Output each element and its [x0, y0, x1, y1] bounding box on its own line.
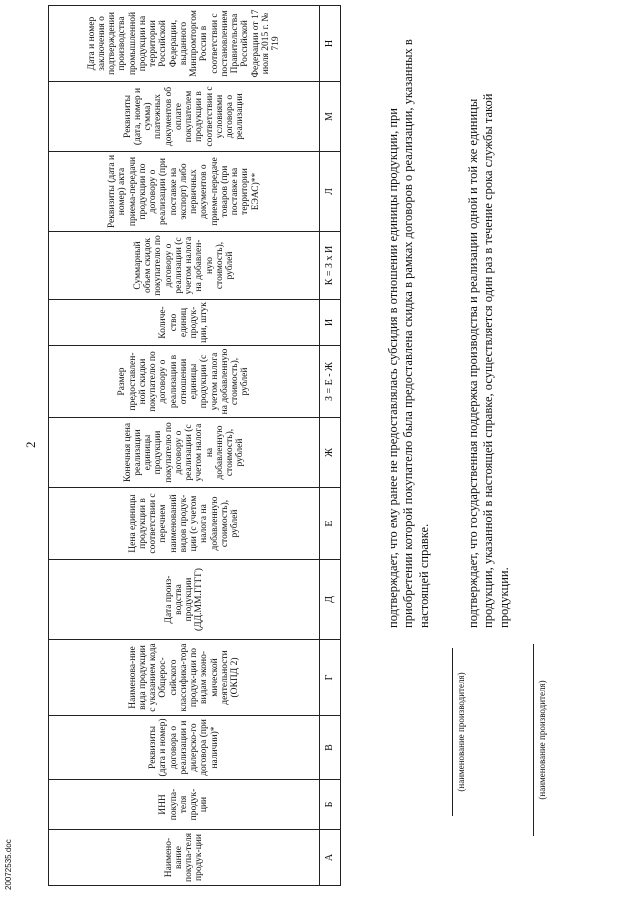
table-header-cell: ИНН покупа-теля продук-ции: [49, 780, 320, 830]
table-header-cell: Наименова-ние вида продукции с указанием кода Общерос-сийского классифика-тора продук-ции по видам эконо-мической деятельности (ОКПД 2): [49, 640, 320, 716]
producer-signature-line-1: [452, 648, 466, 816]
column-letter: А: [320, 830, 341, 886]
footer-filename: 20072535.doc: [4, 839, 13, 890]
subsidy-table: [48, 5, 341, 886]
column-letter: З = Е - Ж: [320, 346, 341, 418]
column-letter: К = З х И: [320, 232, 341, 300]
column-letter: Г: [320, 640, 341, 716]
table-column-letters-row: [320, 6, 341, 886]
table-header-cell: Суммарный объем скидок покупателю по договору о реализации (с учетом налога на добавлен-ную стоимость), рублей: [49, 232, 320, 300]
table-header-cell: Конечная цена реализации единицы продукции покупателю по договору о реализации (с учетом налога на добавленную стоимость), рублей: [49, 418, 320, 488]
table-header-row: [49, 6, 320, 886]
table-header-cell: Реквизиты (дата и номер) акта приема-передачи продукции по договору о реализации (при поставке на экспорт) либо первичных документов о приеме-передаче товаров (при поставке на территории ЕЭАС)**: [49, 152, 320, 232]
column-letter: Е: [320, 488, 341, 560]
producer-signature-line-2: [533, 644, 547, 836]
statement-single-support: подтверждает, что государственная поддержка производства и реализации одной и той же единицы продукции, указанной в настоящей справке, осуществляется один раз в течение срока службы такой продукции.: [466, 93, 511, 628]
table-header-cell: Размер предоставлен-ной скидки покупателю по договору о реализации в отношении единицы продукции (с учетом налога на добавленную стоимость), рублей: [49, 346, 320, 418]
table-header-cell: Наимено-вание покупа-теля продук-ции: [49, 830, 320, 886]
page-number: 2: [23, 441, 38, 448]
producer-name-caption-2: (наименование производителя): [537, 680, 547, 800]
table-header-cell: Цена единицы продукции в соответствии с перечнем наименований видов продук-ции (с учетом налога на добавленную стоимость), рублей: [49, 488, 320, 560]
column-letter: М: [320, 82, 341, 152]
column-letter: Л: [320, 152, 341, 232]
table-header-cell: Реквизиты (дата и номер) договора о реализации и дилерско-го договора (при наличии)*: [49, 716, 320, 780]
column-letter: Д: [320, 560, 341, 640]
table-header-cell: Дата и номер заключения о подтверждении производства промышленной продукции на территории Российской Федерации, выданного Минпромторгом России в соответствии с постановлением Правительства Российской Федерации от 17 июля 2015 г. № 719: [49, 6, 320, 82]
column-letter: В: [320, 716, 341, 780]
table-header-cell: Количе-ство единиц продук-ции, штук: [49, 300, 320, 346]
column-letter: Ж: [320, 418, 341, 488]
column-letter: И: [320, 300, 341, 346]
table-header-cell: Реквизиты (дата, номер и сумма) платежных документов об оплате покупателем продукции в соответствии с условиями договора о реализации: [49, 82, 320, 152]
column-letter: Б: [320, 780, 341, 830]
statement-no-prior-subsidy: подтверждает, что ему ранее не предоставлялась субсидия в отношении единицы продукции, при приобретении которой покупателю была предоставлена скидка в рамках договоров о реализации, указанных в настоящей справке.: [386, 39, 431, 628]
rotated-page-content: [48, 9, 608, 886]
column-letter: Н: [320, 6, 341, 82]
table-header-cell: Дата произ-водства продукции (ДД.ММ.ГГГГ): [49, 560, 320, 640]
producer-name-caption-1: (наименование производителя): [456, 672, 466, 792]
